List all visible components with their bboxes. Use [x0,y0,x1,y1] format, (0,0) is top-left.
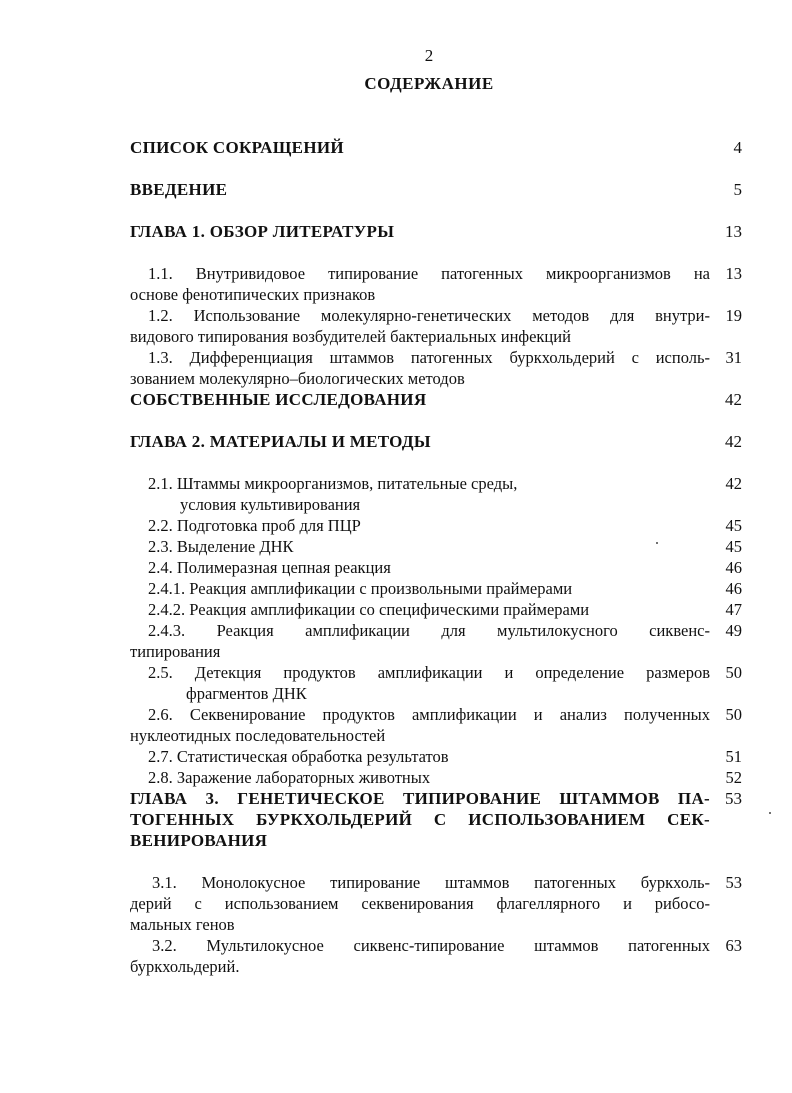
toc-entry-line: ВЕНИРОВАНИЯ [130,831,268,850]
toc-entry-title: 2.4.1. Реакция амплификации с произвольными праймерами [148,579,573,598]
toc-entry-page: 45 [725,516,742,535]
toc-entry-page: 5 [733,180,742,199]
toc-entry-line: нуклеотидных последовательностей [130,726,386,745]
toc-entry-line: фрагментов ДНК [186,684,307,703]
toc-entry-line: 3.2. Мультилокусное сиквенс-типирование штаммов патогенных [152,936,710,955]
toc-entry-page: 46 [725,579,742,598]
page-title: СОДЕРЖАНИЕ [364,74,494,93]
toc-entry-page: 63 [725,936,742,955]
toc-entry-title: 2.4.2. Реакция амплификации со специфическими праймерами [148,600,590,619]
toc-entry-line: мальных генов [130,915,235,934]
toc-entry-page: 13 [725,222,742,241]
toc-entry-line: 2.5. Детекция продуктов амплификации и определение размеров [148,663,710,682]
toc-entry-page: 4 [733,138,742,157]
toc-entry-page: 42 [725,432,742,451]
toc-entry-line: условия культивирования [180,495,361,514]
toc-entry-title: 2.3. Выделение ДНК [148,537,294,556]
toc-entry-line: ГЛАВА 3. ГЕНЕТИЧЕСКОЕ ТИПИРОВАНИЕ ШТАММОВ ПА- [130,789,710,808]
toc-entry-page: 42 [725,474,742,493]
scan-speck [769,812,771,814]
toc-entry-page: 53 [725,789,742,808]
toc-entry-line: основе фенотипических признаков [130,285,376,304]
toc-entry-page: 50 [725,663,742,682]
toc-entry-line: видового типирования возбудителей бактериальных инфекций [130,327,571,346]
toc-entry-page: 31 [725,348,742,367]
toc-entry-page: 49 [725,621,742,640]
toc-entry-page: 53 [725,873,742,892]
toc-entry-line: буркхольдерий. [130,957,240,976]
toc-entry-page: 19 [725,306,742,325]
toc-entry-line: зованием молекулярно–биологических методов [130,369,465,388]
toc-entry-page: 42 [725,390,742,409]
toc-entry-page: 52 [725,768,742,787]
toc-entry-line: 3.1. Монолокусное типирование штаммов патогенных буркхоль- [152,873,710,892]
toc-entry-line: 1.3. Дифференциация штаммов патогенных буркхольдерий с исполь- [148,348,710,367]
toc-entry-title: 2.4. Полимеразная цепная реакция [148,558,391,577]
toc-entry-title: ГЛАВА 1. ОБЗОР ЛИТЕРАТУРЫ [130,222,395,241]
toc-entry-line: дерий с использованием секвенирования флагеллярного и рибосо- [130,894,710,913]
toc-entry-title: ГЛАВА 2. МАТЕРИАЛЫ И МЕТОДЫ [130,432,431,451]
toc-entry-title: СОБСТВЕННЫЕ ИССЛЕДОВАНИЯ [130,390,427,409]
toc-entry-line: 1.1. Внутривидовое типирование патогенных микроорганизмов на [148,264,710,283]
toc-entry-title: ВВЕДЕНИЕ [130,180,228,199]
toc-entry-title: СПИСОК СОКРАЩЕНИЙ [130,138,344,157]
toc-entry-title: 2.8. Заражение лабораторных животных [148,768,431,787]
toc-entry-title: 2.2. Подготовка проб для ПЦР [148,516,361,535]
toc-entry-page: 45 [725,537,742,556]
toc-entry-title: 2.7. Статистическая обработка результатов [148,747,449,766]
toc-entry-page: 13 [725,264,742,283]
toc-entry-page: 51 [725,747,742,766]
toc-entry-line: типирования [130,642,221,661]
toc-entry-line: ТОГЕННЫХ БУРКХОЛЬДЕРИЙ С ИСПОЛЬЗОВАНИЕМ СЕК- [130,810,710,829]
scan-speck [656,542,658,544]
page-number: 2 [424,46,434,65]
toc-entry-line: 2.6. Секвенирование продуктов амплификации и анализ полученных [148,705,710,724]
toc-entry-line: 2.1. Штаммы микроорганизмов, питательные среды, [148,474,518,493]
toc-entry-page: 46 [725,558,742,577]
toc-entry-line: 1.2. Использование молекулярно-генетических методов для внутри- [148,306,710,325]
toc-entry-page: 47 [725,600,742,619]
toc-entry-page: 50 [725,705,742,724]
toc-entry-line: 2.4.3. Реакция амплификации для мультилокусного сиквенс- [148,621,710,640]
